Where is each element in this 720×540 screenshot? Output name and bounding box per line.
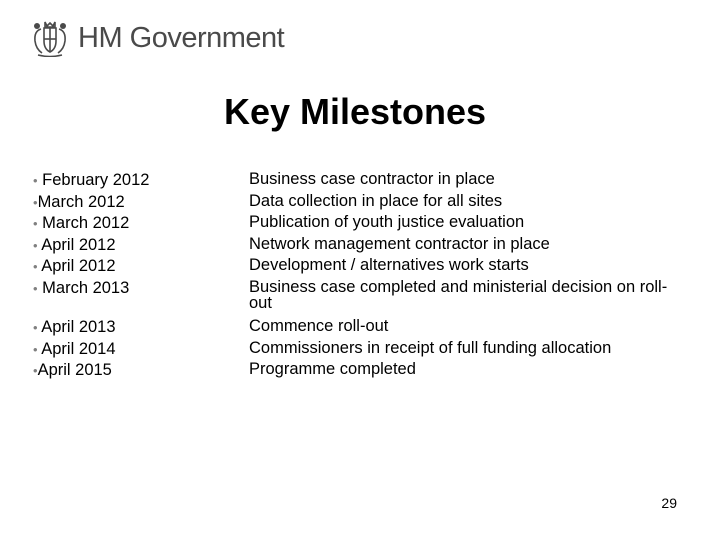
milestone-description: Commence roll-out <box>249 317 389 335</box>
milestone-date-text: April 2012 <box>37 236 116 254</box>
milestone-description: Development / alternatives work starts <box>249 256 529 274</box>
milestone-description: Business case completed and ministerial decision on roll-out <box>249 278 668 312</box>
hm-government-logo <box>30 18 284 58</box>
milestone-date-text: April 2013 <box>37 318 116 336</box>
bullet: • <box>33 281 38 296</box>
page-title: Key Milestones <box>223 91 487 132</box>
page-number: 29 <box>661 495 677 511</box>
royal-coat-of-arms-icon <box>30 19 70 57</box>
milestone-description: Commissioners in receipt of full funding allocation <box>249 339 612 357</box>
milestone-date-text: March 2013 <box>37 279 130 297</box>
milestone-date <box>33 340 116 359</box>
milestone-description: Network management contractor in place <box>249 235 550 253</box>
milestone-date <box>33 171 149 190</box>
bullet: • <box>33 173 38 188</box>
logo-text: HM Government <box>78 21 285 54</box>
milestone-date <box>33 257 116 276</box>
bullet: • <box>33 259 38 274</box>
bullet: • <box>33 320 38 335</box>
bullet: • <box>33 216 38 231</box>
milestone-date-text: April 2012 <box>37 257 116 275</box>
milestone-description: Publication of youth justice evaluation <box>249 213 525 231</box>
milestone-date-text: March 2012 <box>37 193 125 211</box>
milestone-date-text: March 2012 <box>37 214 130 232</box>
bullet: • <box>33 342 38 357</box>
milestone-description: Business case contractor in place <box>249 170 495 188</box>
milestone-date <box>33 236 116 255</box>
milestone-date <box>33 318 116 337</box>
bullet: • <box>33 363 38 378</box>
milestone-date <box>33 214 129 233</box>
milestone-description: Programme completed <box>249 360 416 378</box>
milestone-date-text: April 2015 <box>37 361 112 379</box>
milestone-description: Data collection in place for all sites <box>249 192 503 210</box>
bullet: • <box>33 238 38 253</box>
milestone-date <box>33 193 125 212</box>
milestone-date <box>33 279 129 298</box>
bullet: • <box>33 195 38 210</box>
milestone-date <box>33 361 112 380</box>
milestone-date-text: April 2014 <box>37 340 116 358</box>
milestone-date-text: February 2012 <box>37 171 150 189</box>
